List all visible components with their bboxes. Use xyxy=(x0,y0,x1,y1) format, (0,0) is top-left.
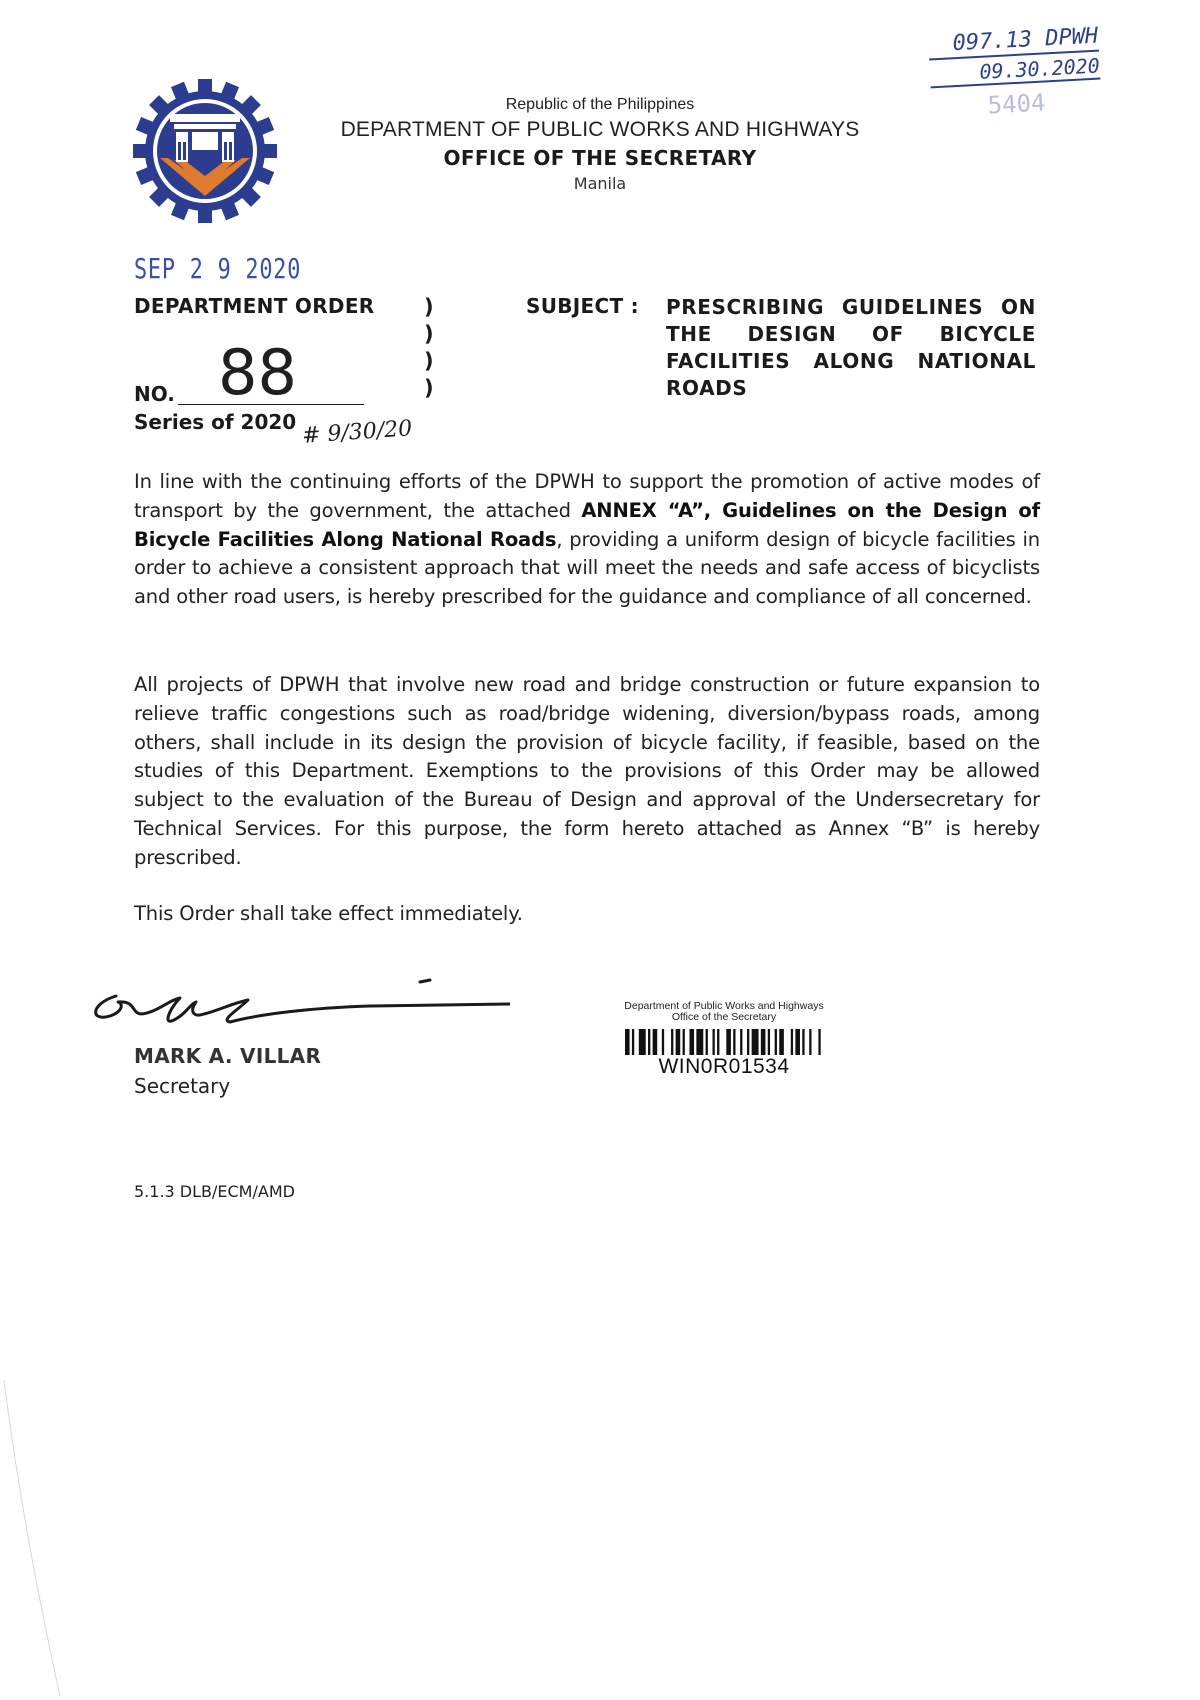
barcode-bar xyxy=(696,1029,703,1055)
barcode-bar xyxy=(712,1029,714,1055)
letterhead-city: Manila xyxy=(573,174,627,193)
order-label: DEPARTMENT ORDER xyxy=(134,294,375,318)
body-paragraph-1-intro: In line with the continuing efforts of the DPWH to support the promotion of active modes of transport by the government, the attached xyxy=(134,470,1040,522)
signatory-title: Secretary xyxy=(134,1074,231,1098)
barcode-bar xyxy=(683,1029,685,1055)
barcode-bar xyxy=(671,1029,673,1055)
receiving-stamp-date: 09.30.2020 xyxy=(929,54,1100,89)
barcode-bar xyxy=(752,1029,759,1055)
body-paragraph-1 xyxy=(134,468,1040,612)
subject-text: PRESCRIBING GUIDELINES ON THE DESIGN OF BICYCLE FACILITIES ALONG NATIONAL ROADS xyxy=(666,295,1036,400)
dpwh-logo-icon xyxy=(130,76,280,226)
order-number-label: NO. xyxy=(134,382,175,406)
letterhead xyxy=(320,96,880,193)
receiving-stamp-reference: 097.13 DPWH xyxy=(928,24,1099,61)
body-paragraph-3: This Order shall take effect immediately. xyxy=(134,902,523,925)
barcode-bar xyxy=(818,1029,820,1055)
barcode-bar xyxy=(779,1029,784,1055)
letterhead-republic: Republic of the Philippines xyxy=(505,96,695,113)
barcode-bar xyxy=(802,1029,804,1055)
barcode-office: Office of the Secretary xyxy=(671,1011,777,1023)
order-number: 88 xyxy=(218,336,297,409)
order-number-underline xyxy=(178,404,364,405)
barcode-department: Department of Public Works and Highways xyxy=(624,1000,824,1012)
letterhead-office: OFFICE OF THE SECRETARY xyxy=(443,146,757,170)
body-paragraph-2: All projects of DPWH that involve new road and bridge construction or future expansion to relieve traffic congestions such as road/bridge widening, diversion/bypass roads, among others, shall include in its design the provision of bicycle facility, if feasible, based on the studies of this Department. Exemptions to the provisions of this Order may be allowed subject to the evaluation of the Bureau of Design and approval of the Undersecretary for Technical Services. For this purpose, the form hereto attached as Annex “B” is hereby prescribed. xyxy=(134,673,1040,869)
barcode-bar xyxy=(632,1029,634,1055)
reference-code: 5.1.3 DLB/ECM/AMD xyxy=(134,1182,295,1201)
barcode-code: WIN0R01534 xyxy=(658,1055,790,1078)
bracket-divider: ) ) ) ) xyxy=(424,295,434,400)
barcode-bar xyxy=(768,1029,770,1055)
order-series: Series of 2020 xyxy=(134,410,297,434)
barcode-bar xyxy=(740,1029,742,1055)
barcode-bar xyxy=(775,1029,777,1055)
signatory-name: MARK A. VILLAR xyxy=(134,1044,322,1068)
barcode-stamp xyxy=(604,1000,844,1079)
barcode-bar xyxy=(625,1029,630,1055)
scan-edge-artifact xyxy=(0,1380,90,1700)
receiving-stamp xyxy=(928,24,1102,123)
barcode-bar xyxy=(726,1029,731,1055)
date-stamp: SEP 2 9 2020 xyxy=(134,252,302,285)
body-paragraph-1-rest: , providing a uniform design of bicycle facilities in order to achieve a consistent approach that will meet the needs and safe access of bicyclists and other road users, is hereby prescribed for the guidance and compliance of all concerned. xyxy=(134,527,1040,609)
handwritten-note: # 9/30/20 xyxy=(301,416,413,449)
barcode-bar xyxy=(761,1029,766,1055)
barcode-bar xyxy=(653,1029,658,1055)
barcode-bar xyxy=(795,1029,800,1055)
barcode-bar xyxy=(809,1029,811,1055)
barcode-bar xyxy=(689,1029,694,1055)
barcode-bar xyxy=(706,1029,708,1055)
letterhead-department: DEPARTMENT OF PUBLIC WORKS AND HIGHWAYS xyxy=(340,118,860,141)
barcode-bar xyxy=(676,1029,681,1055)
barcode-bar xyxy=(733,1029,735,1055)
barcode-bar xyxy=(717,1029,719,1055)
barcode-bar xyxy=(662,1029,664,1055)
barcode-bar xyxy=(648,1029,650,1055)
barcode-bar xyxy=(747,1029,749,1055)
subject-label: SUBJECT : xyxy=(526,294,639,318)
barcode-bar xyxy=(639,1029,646,1055)
annex-a-reference: ANNEX “A”, Guidelines on the Design of Bicycle Facilities Along National Roads xyxy=(134,498,1040,551)
barcode-bar xyxy=(791,1029,793,1055)
signature-icon xyxy=(70,960,510,1040)
barcode-icon xyxy=(625,1029,823,1055)
receiving-stamp-number: 5404 xyxy=(986,88,1047,120)
